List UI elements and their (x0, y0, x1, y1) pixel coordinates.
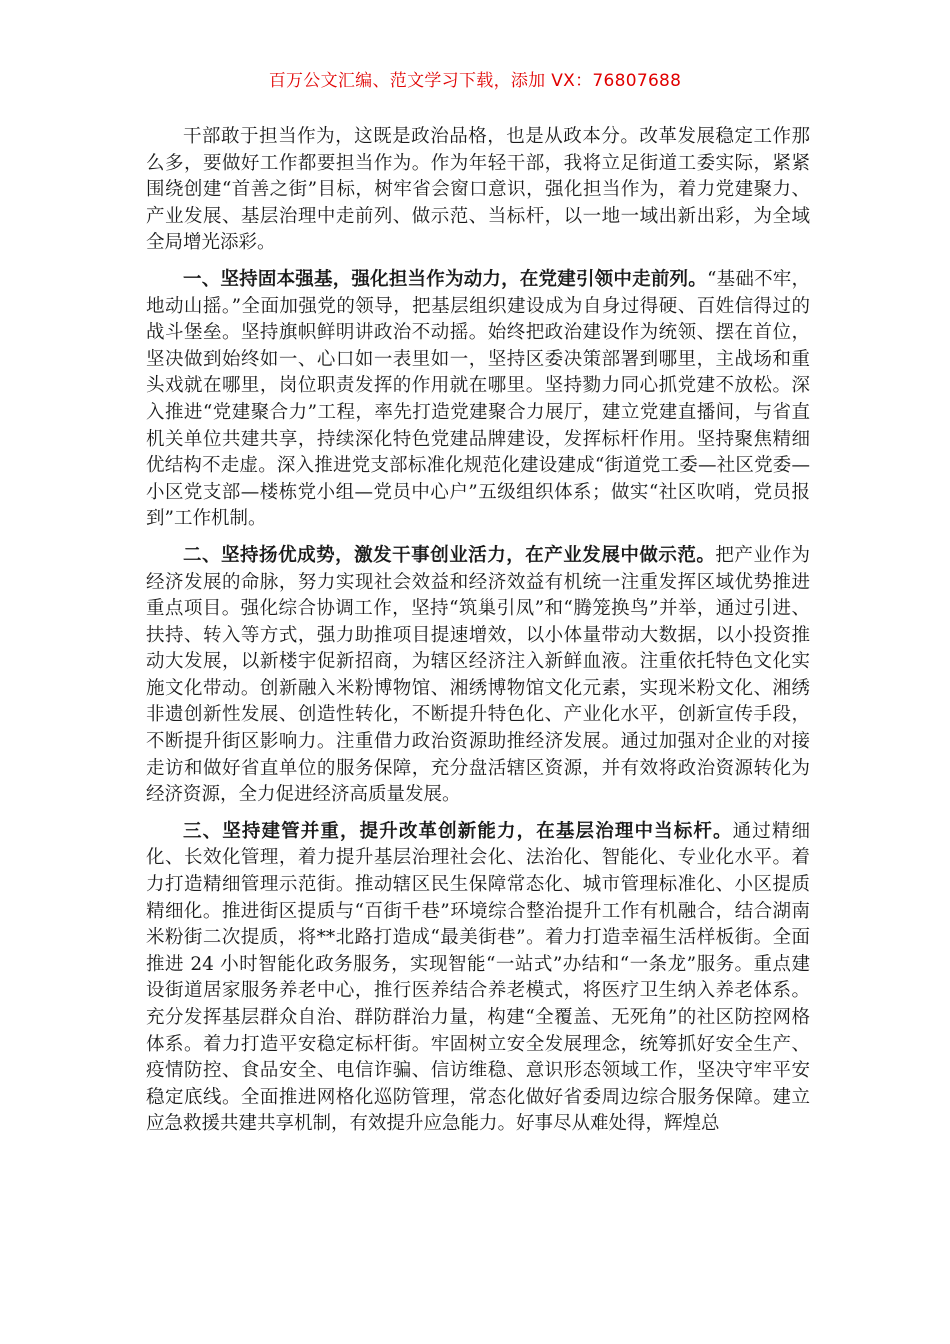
watermark-header: 百万公文汇编、范文学习下载，添加 VX：76807688 (268, 71, 682, 91)
paragraph-section-1 (146, 267, 810, 533)
section-heading: 三、坚持建管并重，提升改革创新能力，在基层治理中当标杆。 (183, 820, 733, 842)
document-body (146, 124, 810, 1148)
paragraph-text: 干部敢于担当作为，这既是政治品格，也是从政本分。改革发展稳定工作那么多，要做好工作都要担当作为。作为年轻干部，我将立足街道工委实际，紧紧围绕创建“首善之街”目标，树牢省会窗口意识，强化担当作为，着力党建聚力、产业发展、基层治理中走前列、做示范、当标杆，以一地一域出新出彩，为全域全局增光添彩。 (146, 126, 810, 254)
paragraph-text: 把产业作为经济发展的命脉，努力实现社会效益和经济效益有机统一注重发挥区域优势推进重点项目。强化综合协调工作，坚持“筑巢引凤”和“腾笼换鸟”并举，通过引进、扶持、转入等方式，强力助推项目提速增效，以小体量带动大数据，以小投资推动大发展，以新楼宇促新招商，为辖区经济注入新鲜血液。注重依托特色文化实施文化带动。创新融入米粉博物馆、湘绣博物馆文化元素，实现米粉文化、湘绣非遗创新性发展、创造性转化，不断提升特色化、产业化水平，创新宣传手段，不断提升街区影响力。注重借力政治资源助推经济发展。通过加强对企业的对接走访和做好省直单位的服务保障，充分盘活辖区资源，并有效将政治资源转化为经济资源，全力促进经济高质量发展。 (146, 544, 810, 806)
paragraph-intro (146, 124, 810, 257)
paragraph-text: “基础不牢，地动山摇。”全面加强党的领导，把基层组织建设成为自身过得硬、百姓信得过的战斗堡垒。坚持旗帜鲜明讲政治不动摇。始终把政治建设作为统领、摆在首位，坚决做到始终如一、心口如一表里如一，坚持区委决策部署到哪里，主战场和重头戏就在哪里，岗位职责发挥的作用就在哪里。坚持勠力同心抓党建不放松。深入推进“党建聚合力”工程，率先打造党建聚合力展厅，建立党建直播间，与省直机关单位共建共享，持续深化特色党建品牌建设，发挥标杆作用。坚持聚焦精细优结构不走虚。深入推进党支部标准化规范化建设建成“街道党工委—社区党委—小区党支部—楼栋党小组—党员中心户”五级组织体系；做实“社区吹哨，党员报到”工作机制。 (146, 268, 810, 530)
paragraph-text: 通过精细化、长效化管理，着力提升基层治理社会化、法治化、智能化、专业化水平。着力打造精细管理示范街。推动辖区民生保障常态化、城市管理标准化、小区提质精细化。推进街区提质与“百街千巷”环境综合整治提升工作有机融合，结合湖南米粉街二次提质，将**北路打造成“最美街巷”。着力打造幸福生活样板街。全面推进 24 小时智能化政务服务，实现智能“一站式”办结和“一条龙”服务。重点建设街道居家服务养老中心，推行医养结合养老模式，将医疗卫生纳入养老体系。充分发挥基层群众自治、群防群治力量，构建“全覆盖、无死角”的社区防控网格体系。着力打造平安稳定标杆街。牢固树立安全发展理念，统筹抓好安全生产、疫情防控、食品安全、电信诈骗、信访维稳、意识形态领域工作，坚决守牢平安稳定底线。全面推进网格化巡防管理，常态化做好省委周边综合服务保障。建立应急救援共建共享机制，有效提升应急能力。好事尽从难处得，辉煌总 (146, 820, 810, 1135)
paragraph-section-3 (146, 819, 810, 1138)
section-heading: 二、坚持扬优成势，激发干事创业活力，在产业发展中做示范。 (183, 544, 716, 566)
paragraph-section-2 (146, 543, 810, 809)
section-heading: 一、坚持固本强基，强化担当作为动力，在党建引领中走前列。 (183, 268, 707, 290)
